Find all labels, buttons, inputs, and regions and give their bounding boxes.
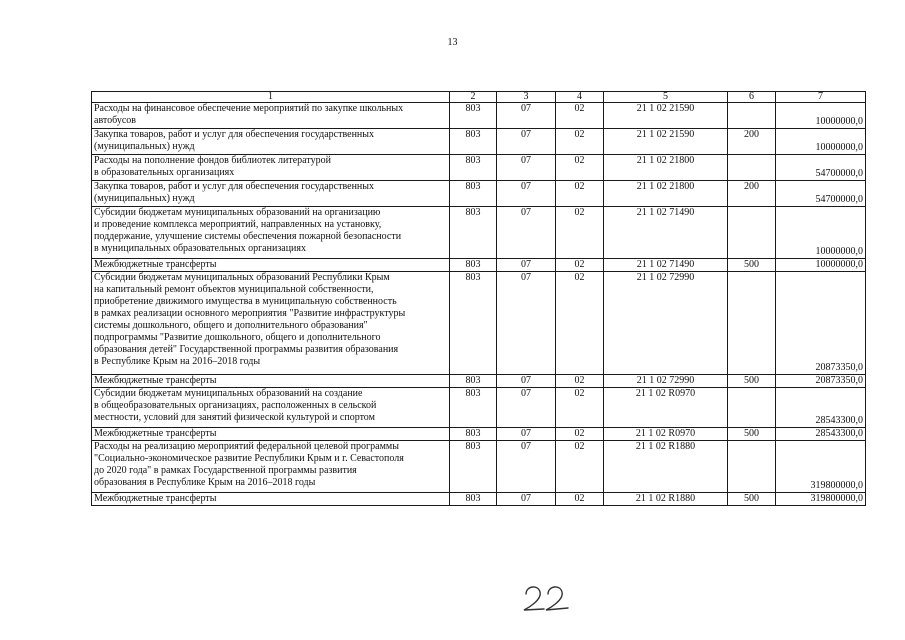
table-row (92, 103, 866, 129)
cell-subsection: 02 (556, 375, 604, 388)
cell-expense-type (728, 155, 776, 181)
table-row (92, 388, 866, 428)
column-header: 6 (728, 92, 776, 103)
cell-section: 07 (497, 388, 556, 428)
cell-section: 07 (497, 428, 556, 441)
cell-ministry-code: 803 (450, 207, 497, 259)
cell-amount: 10000000,0 (776, 207, 866, 259)
cell-ministry-code: 803 (450, 103, 497, 129)
cell-amount: 10000000,0 (776, 259, 866, 272)
cell-name: Межбюджетные трансферты (92, 375, 450, 388)
cell-ministry-code: 803 (450, 272, 497, 375)
cell-amount: 20873350,0 (776, 272, 866, 375)
cell-section: 07 (497, 103, 556, 129)
cell-expense-type: 500 (728, 375, 776, 388)
cell-expense-type (728, 272, 776, 375)
cell-target-article: 21 1 02 R1880 (604, 493, 728, 506)
cell-target-article: 21 1 02 R1880 (604, 441, 728, 493)
table-header-row (92, 92, 866, 103)
cell-name: Закупка товаров, работ и услуг для обеспечения государственных (муниципальных) нужд (92, 181, 450, 207)
cell-expense-type: 200 (728, 181, 776, 207)
cell-target-article: 21 1 02 21800 (604, 181, 728, 207)
column-header: 1 (92, 92, 450, 103)
cell-expense-type (728, 388, 776, 428)
cell-section: 07 (497, 207, 556, 259)
cell-name: Расходы на пополнение фондов библиотек литературой в образовательных организациях (92, 155, 450, 181)
cell-section: 07 (497, 493, 556, 506)
cell-name: Субсидии бюджетам муниципальных образований Республики Крым на капитальный ремонт объектов муниципальной собственности, приобретение движимого имущества в муниципальную собственность в рамках реализации основного мероприятия "Развитие инфраструктуры системы дошкольного, общего и дополнительного образования" подпрограммы "Развитие дошкольного, общего и дополнительного образования детей" Государственной программы развития образования в Республике Крым на 2016–2018 годы (92, 272, 450, 375)
column-header: 2 (450, 92, 497, 103)
cell-expense-type: 500 (728, 428, 776, 441)
cell-name: Межбюджетные трансферты (92, 428, 450, 441)
cell-expense-type (728, 207, 776, 259)
cell-expense-type: 200 (728, 129, 776, 155)
cell-amount: 319800000,0 (776, 441, 866, 493)
column-header: 5 (604, 92, 728, 103)
cell-amount: 28543300,0 (776, 388, 866, 428)
cell-subsection: 02 (556, 181, 604, 207)
table-row (92, 155, 866, 181)
cell-subsection: 02 (556, 207, 604, 259)
cell-ministry-code: 803 (450, 155, 497, 181)
cell-section: 07 (497, 272, 556, 375)
cell-target-article: 21 1 02 71490 (604, 259, 728, 272)
cell-section: 07 (497, 441, 556, 493)
cell-expense-type (728, 103, 776, 129)
cell-ministry-code: 803 (450, 388, 497, 428)
page-number: 13 (447, 37, 458, 48)
cell-target-article: 21 1 02 21590 (604, 103, 728, 129)
cell-section: 07 (497, 259, 556, 272)
cell-amount: 20873350,0 (776, 375, 866, 388)
cell-name: Межбюджетные трансферты (92, 493, 450, 506)
cell-subsection: 02 (556, 103, 604, 129)
table-row (92, 428, 866, 441)
cell-subsection: 02 (556, 129, 604, 155)
table-body (92, 103, 866, 506)
cell-section: 07 (497, 129, 556, 155)
cell-target-article: 21 1 02 R0970 (604, 428, 728, 441)
cell-subsection: 02 (556, 441, 604, 493)
cell-ministry-code: 803 (450, 259, 497, 272)
table-row (92, 375, 866, 388)
cell-ministry-code: 803 (450, 428, 497, 441)
cell-ministry-code: 803 (450, 181, 497, 207)
column-header: 4 (556, 92, 604, 103)
cell-expense-type (728, 441, 776, 493)
table-row (92, 272, 866, 375)
cell-target-article: 21 1 02 R0970 (604, 388, 728, 428)
cell-ministry-code: 803 (450, 493, 497, 506)
cell-target-article: 21 1 02 71490 (604, 207, 728, 259)
cell-name: Закупка товаров, работ и услуг для обеспечения государственных (муниципальных) нужд (92, 129, 450, 155)
cell-amount: 54700000,0 (776, 181, 866, 207)
cell-name: Расходы на финансовое обеспечение мероприятий по закупке школьных автобусов (92, 103, 450, 129)
cell-target-article: 21 1 02 21800 (604, 155, 728, 181)
cell-target-article: 21 1 02 72990 (604, 272, 728, 375)
cell-section: 07 (497, 375, 556, 388)
table-row (92, 441, 866, 493)
cell-target-article: 21 1 02 21590 (604, 129, 728, 155)
cell-subsection: 02 (556, 272, 604, 375)
cell-subsection: 02 (556, 493, 604, 506)
cell-expense-type: 500 (728, 259, 776, 272)
cell-amount: 28543300,0 (776, 428, 866, 441)
cell-subsection: 02 (556, 155, 604, 181)
cell-subsection: 02 (556, 388, 604, 428)
cell-ministry-code: 803 (450, 441, 497, 493)
table-row (92, 207, 866, 259)
cell-ministry-code: 803 (450, 129, 497, 155)
cell-name: Расходы на реализацию мероприятий федеральной целевой программы "Социально-экономическое развитие Республики Крым и г. Севастополя до 2020 года" в рамках Государственной программы развития образования в Республике Крым на 2016–2018 годы (92, 441, 450, 493)
table-row (92, 129, 866, 155)
handwritten-signature (520, 580, 580, 614)
cell-amount: 319800000,0 (776, 493, 866, 506)
cell-section: 07 (497, 181, 556, 207)
cell-amount: 10000000,0 (776, 103, 866, 129)
cell-name: Субсидии бюджетам муниципальных образований на организацию и проведение комплекса мероприятий, направленных на установку, поддержание, улучшение системы обеспечения пожарной безопасности в муниципальных образовательных организациях (92, 207, 450, 259)
cell-name: Субсидии бюджетам муниципальных образований на создание в общеобразовательных организациях, расположенных в сельской местности, условий для занятий физической культурой и спортом (92, 388, 450, 428)
cell-amount: 54700000,0 (776, 155, 866, 181)
table-row (92, 181, 866, 207)
cell-name: Межбюджетные трансферты (92, 259, 450, 272)
cell-expense-type: 500 (728, 493, 776, 506)
cell-amount: 10000000,0 (776, 129, 866, 155)
cell-ministry-code: 803 (450, 375, 497, 388)
table-row (92, 259, 866, 272)
column-header: 3 (497, 92, 556, 103)
cell-subsection: 02 (556, 259, 604, 272)
budget-table (91, 91, 866, 506)
cell-subsection: 02 (556, 428, 604, 441)
cell-section: 07 (497, 155, 556, 181)
table-row (92, 493, 866, 506)
column-header: 7 (776, 92, 866, 103)
cell-target-article: 21 1 02 72990 (604, 375, 728, 388)
